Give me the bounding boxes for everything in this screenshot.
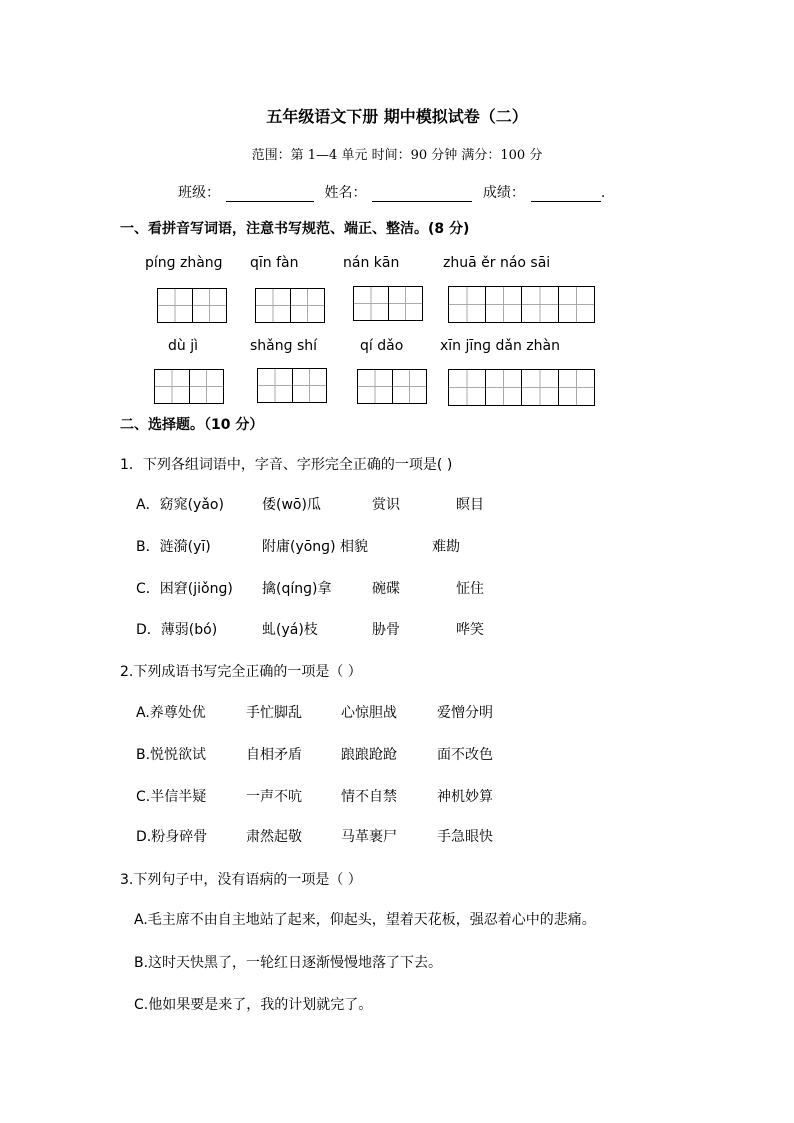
pinyin-5: dù jì: [168, 338, 198, 354]
q2-option-b[interactable]: B.悦悦欲试 自相矛盾 踉踉跄跄 面不改色: [136, 747, 493, 763]
pinyin-7: qí dǎo: [360, 338, 404, 354]
writing-grid-8[interactable]: [448, 369, 595, 406]
q2-option-d[interactable]: D.粉身碎骨 肃然起敬 马革裹尸 手急眼快: [136, 829, 493, 845]
name-label: 姓名：: [324, 185, 367, 201]
q3-option-b[interactable]: B.这时天快黑了，一轮红日逐渐慢慢地落了下去。: [134, 955, 443, 971]
name-blank[interactable]: [372, 187, 472, 202]
question-3-stem: 3.下列句子中，没有语病的一项是（ ）: [120, 872, 362, 888]
pinyin-1: pínɡ zhànɡ: [145, 255, 223, 271]
pinyin-4: zhuā ěr náo sāi: [443, 255, 551, 271]
score-label: 成绩：: [482, 185, 525, 201]
writing-grid-7[interactable]: [357, 369, 427, 404]
writing-grid-2[interactable]: [255, 288, 325, 323]
writing-grid-4[interactable]: [448, 286, 595, 323]
student-info-line: [178, 182, 605, 202]
question-2-stem: 2.下列成语书写完全正确的一项是（ ）: [120, 664, 362, 680]
pinyin-3: nán kān: [343, 255, 400, 271]
end-mark: .: [600, 185, 606, 201]
q1-option-c[interactable]: C．困窘(jiǒnɡ) 擒(qínɡ)拿 碗碟 怔住: [136, 581, 484, 597]
q2-option-c[interactable]: C.半信半疑 一声不吭 情不自禁 神机妙算: [136, 789, 493, 805]
question-1-stem: 1．下列各组词语中，字音、字形完全正确的一项是( ): [120, 457, 453, 473]
q1-option-a[interactable]: A．窈窕(yǎo) 倭(wō)瓜 赏识 瞑目: [136, 497, 484, 513]
writing-grid-1[interactable]: [157, 288, 227, 323]
writing-grid-3[interactable]: [353, 286, 423, 321]
writing-grid-6[interactable]: [257, 368, 327, 403]
exam-info: 范围：第 1—4 单元 时间：90 分钟 满分：100 分: [251, 148, 543, 163]
q3-option-a[interactable]: A.毛主席不由自主地站了起来，仰起头，望着天花板，强忍着心中的悲痛。: [134, 912, 596, 928]
q3-option-c[interactable]: C.他如果要是来了，我的计划就完了。: [134, 997, 373, 1013]
q1-option-b[interactable]: B．涟漪(yī) 附庸(yōnɡ) 相貌 难勘: [136, 539, 460, 555]
pinyin-2: qīn fàn: [250, 255, 299, 271]
section2-heading: 二、选择题。（10 分）: [120, 417, 264, 433]
section1-heading: 一、看拼音写词语，注意书写规范、端正、整洁。(8 分): [120, 221, 470, 237]
q1-option-d[interactable]: D．薄弱(bó) 虬(yá)枝 胁骨 哗笑: [136, 622, 484, 638]
pinyin-8: xīn jīnɡ dǎn zhàn: [440, 338, 560, 354]
class-label: 班级：: [178, 185, 220, 201]
q2-option-a[interactable]: A.养尊处优 手忙脚乱 心惊胆战 爱憎分明: [136, 705, 493, 721]
pinyin-6: shǎnɡ shí: [250, 338, 318, 354]
page-title: 五年级语文下册 期中模拟试卷（二）: [266, 107, 528, 126]
score-blank[interactable]: [531, 187, 601, 202]
writing-grid-5[interactable]: [154, 369, 224, 404]
class-blank[interactable]: [226, 187, 314, 202]
